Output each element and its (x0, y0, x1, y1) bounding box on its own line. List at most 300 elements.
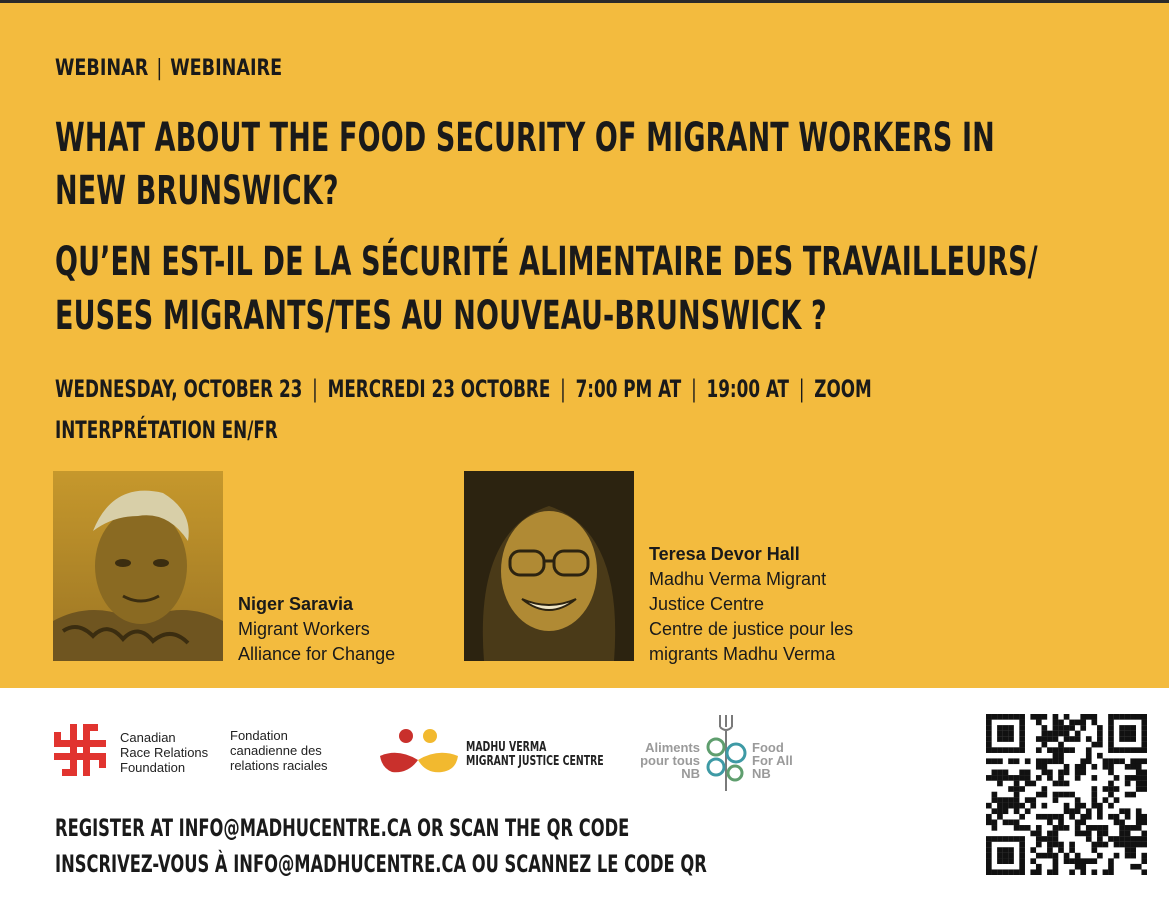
qr-module (1080, 725, 1086, 731)
event-details (55, 375, 872, 403)
qr-module (1008, 853, 1014, 859)
time-en: 7:00 PM AT (575, 375, 682, 403)
qr-module (1103, 842, 1109, 848)
qr-module (1136, 775, 1142, 781)
qr-module (1125, 714, 1131, 720)
qr-module (997, 731, 1003, 737)
qr-module (1108, 714, 1114, 720)
qr-module (1080, 858, 1086, 864)
speaker-name: Niger Saravia (238, 594, 354, 614)
qr-module (1103, 797, 1109, 803)
qr-module (1036, 736, 1042, 742)
qr-module (986, 858, 992, 864)
qr-module (1019, 770, 1025, 776)
food-en-line: Food (752, 740, 784, 755)
qr-module (1097, 753, 1103, 759)
qr-module (1003, 736, 1009, 742)
qr-module (1125, 725, 1131, 731)
qr-module (1008, 736, 1014, 742)
qr-module (1141, 731, 1147, 737)
qr-module (1003, 775, 1009, 781)
qr-module (1025, 808, 1031, 814)
qr-module (1075, 720, 1081, 726)
qr-module (1003, 853, 1009, 859)
qr-module (1064, 747, 1070, 753)
qr-module (1036, 836, 1042, 842)
qr-module (1019, 731, 1025, 737)
qr-module (1042, 725, 1048, 731)
qr-module (1014, 786, 1020, 792)
qr-module (1097, 836, 1103, 842)
crrf-fr-line: Fondation (230, 728, 288, 743)
qr-module (1097, 842, 1103, 848)
qr-module (1130, 775, 1136, 781)
qr-module (1086, 753, 1092, 759)
qr-module (1108, 736, 1114, 742)
qr-module (1025, 775, 1031, 781)
qr-module (1008, 758, 1014, 764)
qr-module (1075, 853, 1081, 859)
qr-module (1053, 747, 1059, 753)
qr-module (997, 714, 1003, 720)
qr-module (1042, 786, 1048, 792)
qr-module (1119, 725, 1125, 731)
qr-module (1119, 819, 1125, 825)
separator: | (691, 375, 697, 403)
qr-module (1119, 836, 1125, 842)
qr-module (1130, 825, 1136, 831)
qr-module (1103, 786, 1109, 792)
qr-module (1042, 714, 1048, 720)
qr-module (986, 720, 992, 726)
qr-module (1108, 803, 1114, 809)
qr-module (1030, 714, 1036, 720)
qr-module (1097, 742, 1103, 748)
qr-module (1130, 725, 1136, 731)
qr-module (1136, 758, 1142, 764)
qr-module (1003, 731, 1009, 737)
qr-module (992, 825, 998, 831)
qr-module (1103, 869, 1109, 875)
qr-module (1086, 858, 1092, 864)
qr-module (1097, 725, 1103, 731)
qr-module (1114, 747, 1120, 753)
qr-module (1047, 758, 1053, 764)
speaker-org: Alliance for Change (238, 644, 396, 664)
qr-module (1141, 836, 1147, 842)
qr-module (1003, 770, 1009, 776)
qr-module (986, 714, 992, 720)
qr-module (1108, 781, 1114, 787)
qr-module (1141, 736, 1147, 742)
qr-module (1008, 775, 1014, 781)
qr-module (1130, 864, 1136, 870)
qr-module (1069, 720, 1075, 726)
qr-module (1103, 831, 1109, 837)
qr-module (1047, 847, 1053, 853)
qr-module (1130, 758, 1136, 764)
qr-module (1108, 792, 1114, 798)
qr-module (1019, 858, 1025, 864)
qr-module (1130, 853, 1136, 859)
qr-module (1003, 725, 1009, 731)
qr-module (1064, 803, 1070, 809)
qr-module (1108, 725, 1114, 731)
title-fr-line1: QU’EN EST-IL DE LA SÉCURITÉ ALIMENTAIRE DES TRAVAILLEURS/ (55, 239, 1038, 285)
qr-module (1019, 853, 1025, 859)
qr-module (1014, 803, 1020, 809)
qr-module (1141, 869, 1147, 875)
qr-module (986, 747, 992, 753)
qr-module (1058, 792, 1064, 798)
qr-module (1019, 786, 1025, 792)
qr-module (1136, 786, 1142, 792)
time-fr: 19:00 AT (706, 375, 790, 403)
qr-module (1036, 825, 1042, 831)
qr-module (1125, 764, 1131, 770)
qr-module (1064, 736, 1070, 742)
qr-module (1042, 742, 1048, 748)
qr-module (1019, 864, 1025, 870)
qr-module (1003, 836, 1009, 842)
qr-module (1042, 758, 1048, 764)
qr-module (1091, 786, 1097, 792)
crrf-emblem-icon (52, 722, 108, 778)
qr-module (1058, 781, 1064, 787)
qr-module (1114, 758, 1120, 764)
qr-module (997, 781, 1003, 787)
speaker-org: Justice Centre (649, 594, 765, 614)
qr-module (1058, 758, 1064, 764)
qr-module (1108, 742, 1114, 748)
qr-module (1097, 825, 1103, 831)
qr-module (1003, 819, 1009, 825)
qr-module (1030, 869, 1036, 875)
qr-module (986, 819, 992, 825)
qr-module (1064, 731, 1070, 737)
qr-module (1130, 764, 1136, 770)
qr-module (992, 808, 998, 814)
qr-module (1019, 725, 1025, 731)
qr-module (1136, 764, 1142, 770)
qr-module (1119, 747, 1125, 753)
qr-module (1141, 758, 1147, 764)
qr-module (1130, 842, 1136, 848)
qr-module (992, 714, 998, 720)
qr-module (1030, 858, 1036, 864)
qr-module (1058, 814, 1064, 820)
qr-module (1003, 803, 1009, 809)
qr-module (1075, 797, 1081, 803)
qr-module (992, 747, 998, 753)
qr-module (1091, 847, 1097, 853)
qr-module (1130, 714, 1136, 720)
food-for-all-nb-logo (636, 713, 816, 793)
qr-module (1014, 775, 1020, 781)
qr-module (1075, 764, 1081, 770)
qr-module (1091, 764, 1097, 770)
qr-module (1119, 842, 1125, 848)
qr-module (1014, 819, 1020, 825)
qr-module (1053, 725, 1059, 731)
qr-module (1091, 797, 1097, 803)
tag-en: WEBINAR (55, 56, 149, 81)
qr-module (1047, 747, 1053, 753)
qr-module (1097, 736, 1103, 742)
qr-module (1003, 847, 1009, 853)
qr-module (1064, 825, 1070, 831)
speaker-org: Madhu Verma Migrant (649, 569, 827, 589)
qr-module (1114, 853, 1120, 859)
qr-code-icon[interactable] (986, 714, 1147, 875)
qr-module (1042, 736, 1048, 742)
qr-module (1075, 775, 1081, 781)
qr-module (1058, 731, 1064, 737)
qr-module (1053, 858, 1059, 864)
qr-module (1114, 836, 1120, 842)
qr-module (1086, 736, 1092, 742)
qr-module (1053, 831, 1059, 837)
qr-module (1136, 842, 1142, 848)
qr-module (1141, 842, 1147, 848)
qr-module (1014, 714, 1020, 720)
qr-module (1025, 758, 1031, 764)
crrf-logo (52, 722, 352, 782)
qr-module (1141, 775, 1147, 781)
qr-module (1141, 819, 1147, 825)
qr-module (1141, 831, 1147, 837)
qr-module (1075, 858, 1081, 864)
qr-module (1125, 814, 1131, 820)
qr-module (1141, 720, 1147, 726)
qr-module (1130, 792, 1136, 798)
qr-module (1014, 797, 1020, 803)
qr-module (1058, 770, 1064, 776)
qr-module (1080, 714, 1086, 720)
qr-module (1108, 770, 1114, 776)
qr-module (1125, 853, 1131, 859)
food-name-en (752, 741, 793, 780)
qr-module (1091, 720, 1097, 726)
qr-module (986, 842, 992, 848)
qr-module (1125, 842, 1131, 848)
qr-module (1141, 853, 1147, 859)
qr-module (1069, 858, 1075, 864)
qr-module (1047, 853, 1053, 859)
qr-module (1097, 831, 1103, 837)
qr-module (1053, 714, 1059, 720)
qr-module (1064, 725, 1070, 731)
qr-module (1058, 725, 1064, 731)
qr-module (1042, 764, 1048, 770)
qr-module (1119, 731, 1125, 737)
qr-module (1019, 742, 1025, 748)
qr-module (1036, 764, 1042, 770)
qr-module (1091, 842, 1097, 848)
qr-module (1014, 747, 1020, 753)
qr-module (1136, 770, 1142, 776)
qr-module (997, 858, 1003, 864)
qr-module (1053, 797, 1059, 803)
qr-module (997, 775, 1003, 781)
qr-module (1075, 803, 1081, 809)
qr-module (1025, 781, 1031, 787)
qr-module (1069, 808, 1075, 814)
qr-module (1053, 781, 1059, 787)
speaker-card-2 (649, 542, 853, 667)
qr-module (1075, 770, 1081, 776)
crrf-fr-line: relations raciales (230, 758, 328, 773)
qr-module (1136, 747, 1142, 753)
qr-module (1053, 731, 1059, 737)
qr-module (997, 758, 1003, 764)
qr-module (1130, 747, 1136, 753)
qr-module (1019, 747, 1025, 753)
qr-module (1014, 825, 1020, 831)
qr-module (1047, 731, 1053, 737)
qr-module (1125, 731, 1131, 737)
qr-module (1080, 831, 1086, 837)
qr-module (1108, 786, 1114, 792)
qr-module (1008, 797, 1014, 803)
qr-module (1036, 720, 1042, 726)
qr-module (1008, 731, 1014, 737)
qr-module (1141, 742, 1147, 748)
madhu-line: MADHU VERMA (466, 740, 547, 755)
tag-fr: WEBINAIRE (170, 56, 283, 81)
qr-module (986, 836, 992, 842)
qr-module (1091, 825, 1097, 831)
qr-module (1042, 731, 1048, 737)
food-fr-line: pour tous (640, 753, 700, 768)
title-en-line2: NEW BRUNSWICK? (55, 168, 339, 214)
qr-module (1008, 747, 1014, 753)
qr-module (1141, 858, 1147, 864)
qr-module (1086, 825, 1092, 831)
qr-module (1014, 792, 1020, 798)
qr-module (1114, 814, 1120, 820)
qr-module (1091, 792, 1097, 798)
qr-module (1014, 781, 1020, 787)
qr-module (1075, 736, 1081, 742)
speaker-name: Teresa Devor Hall (649, 544, 800, 564)
crrf-en-line: Canadian (120, 730, 176, 745)
crrf-fr-line: canadienne des (230, 743, 322, 758)
qr-module (1125, 831, 1131, 837)
qr-module (1080, 764, 1086, 770)
qr-module (997, 814, 1003, 820)
qr-module (1080, 803, 1086, 809)
qr-module (1114, 775, 1120, 781)
qr-module (1103, 758, 1109, 764)
qr-module (1091, 869, 1097, 875)
qr-module (1058, 825, 1064, 831)
qr-module (997, 747, 1003, 753)
qr-module (997, 803, 1003, 809)
qr-module (997, 736, 1003, 742)
qr-module (1130, 847, 1136, 853)
qr-module (1125, 781, 1131, 787)
qr-module (1019, 825, 1025, 831)
qr-module (992, 869, 998, 875)
qr-module (986, 853, 992, 859)
qr-module (1136, 814, 1142, 820)
qr-module (1114, 786, 1120, 792)
qr-module (1053, 853, 1059, 859)
qr-module (1003, 797, 1009, 803)
qr-module (1119, 831, 1125, 837)
qr-module (1080, 758, 1086, 764)
qr-module (1075, 825, 1081, 831)
qr-module (1047, 736, 1053, 742)
qr-module (992, 819, 998, 825)
qr-module (1019, 836, 1025, 842)
qr-module (1119, 736, 1125, 742)
qr-module (986, 758, 992, 764)
qr-module (1103, 764, 1109, 770)
qr-module (986, 803, 992, 809)
qr-module (1091, 775, 1097, 781)
qr-module (1036, 814, 1042, 820)
qr-module (1064, 781, 1070, 787)
qr-module (1036, 714, 1042, 720)
qr-module (1058, 753, 1064, 759)
madhu-line: MIGRANT JUSTICE CENTRE (466, 754, 604, 769)
speaker-org: migrants Madhu Verma (649, 644, 836, 664)
qr-module (1019, 803, 1025, 809)
speaker-photo-teresa-devor-hall (464, 471, 634, 661)
qr-module (1069, 725, 1075, 731)
qr-module (1042, 770, 1048, 776)
qr-module (1047, 770, 1053, 776)
qr-module (1008, 847, 1014, 853)
qr-module (1114, 797, 1120, 803)
qr-module (997, 770, 1003, 776)
title-en-line1: WHAT ABOUT THE FOOD SECURITY OF MIGRANT WORKERS IN (55, 115, 995, 161)
qr-module (1141, 786, 1147, 792)
qr-module (992, 770, 998, 776)
qr-module (1141, 725, 1147, 731)
qr-module (1108, 864, 1114, 870)
qr-module (1030, 831, 1036, 837)
qr-module (992, 758, 998, 764)
qr-module (1130, 736, 1136, 742)
qr-module (1075, 819, 1081, 825)
qr-module (1053, 814, 1059, 820)
separator: | (312, 375, 318, 403)
qr-module (1097, 731, 1103, 737)
qr-module (1014, 758, 1020, 764)
qr-module (1053, 825, 1059, 831)
qr-module (1064, 808, 1070, 814)
qr-module (1119, 758, 1125, 764)
speaker-photo-niger-saravia (53, 471, 223, 661)
qr-module (1091, 714, 1097, 720)
qr-module (992, 836, 998, 842)
interpretation-note: INTERPRÉTATION EN/FR (55, 416, 278, 444)
qr-module (1042, 814, 1048, 820)
qr-module (1053, 869, 1059, 875)
qr-module (1097, 803, 1103, 809)
qr-module (1069, 792, 1075, 798)
qr-module (1058, 775, 1064, 781)
qr-module (1025, 770, 1031, 776)
qr-module (1086, 714, 1092, 720)
qr-module (1053, 792, 1059, 798)
qr-module (986, 814, 992, 820)
qr-module (1136, 836, 1142, 842)
register-fr: INSCRIVEZ-VOUS À INFO@MADHUCENTRE.CA OU SCANNEZ LE CODE QR (55, 850, 707, 878)
